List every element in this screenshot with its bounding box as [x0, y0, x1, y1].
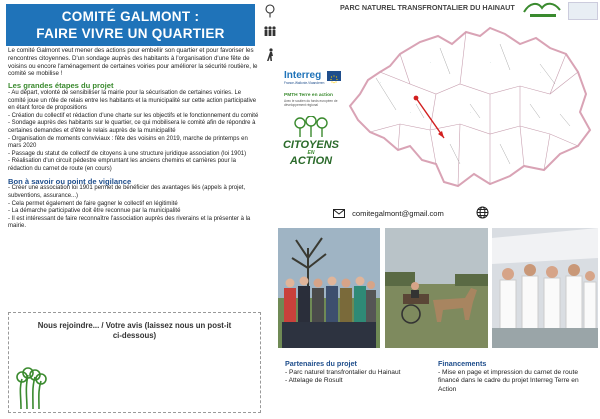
title-line-1: COMITÉ GALMONT :: [61, 9, 200, 24]
logo-action: ACTION: [289, 155, 333, 167]
map-title: PARC NATUREL TRANSFRONTALIER DU HAINAUT: [340, 3, 515, 12]
svg-text:·: ·: [470, 111, 472, 115]
tips-heading: Bon à savoir ou point de vigilance: [8, 176, 132, 186]
pmth-block: [284, 93, 344, 107]
pmth-title: PMTH Terre en action: [284, 93, 333, 98]
contact-row: [333, 206, 523, 221]
step-item: - Organisation de moments conviviaux : fête des voisins en 2019, marche de printemps en mars 2020: [8, 135, 248, 150]
steps-heading: Les grandes étapes du projet: [8, 81, 114, 91]
step-item: - Sondage auprès des habitants sur le quartier, ce qui mobilisera le comité afin de répondre à certaines demandes et d'être le relais auprès de la municipalité: [8, 120, 256, 134]
financing-item: - Mise en page et impression du carnet de route financé dans le cadre du projet Interreg Terre en Action: [438, 368, 579, 393]
tip-item: - La démarche participative doit être reconnue par la municipalité: [8, 208, 181, 215]
postit-area: [8, 312, 261, 413]
title-banner: [6, 4, 255, 46]
tree-icon: [263, 4, 277, 18]
tree-logo-icon: [15, 365, 47, 411]
trees-logo-icon: [292, 116, 330, 138]
svg-text:·: ·: [430, 61, 432, 65]
tip-item: - Créer une association loi 1901 permet de bénéficier des avantages liés (appels à projet, subventions, assurance...): [8, 185, 246, 199]
financing-heading: Financements: [438, 359, 487, 368]
photo-event: [492, 228, 598, 348]
postit-title: [9, 321, 260, 341]
step-item: - Réalisation d'un circuit pédestre empruntant les anciens chemins et carrières pour la rédaction du carnet de route (en cours): [8, 158, 236, 172]
pmth-sub: Avec le soutien du fonds européen de développement régional: [284, 99, 338, 107]
eu-flag-icon: [327, 71, 341, 81]
financing-section: [438, 360, 598, 394]
people-group-icon: [263, 24, 277, 38]
step-item: - Au départ, volonté de sensibiliser la mairie pour la sécurisation de certaines voiries. Le comité joue un rôle de relais entre les habitants et la municipalité sur cette action participative en étant force de propositions: [8, 89, 257, 112]
interreg-subtitle: France-Wallonie-Vlaanderen: [284, 81, 325, 85]
photo-horse: [385, 228, 488, 348]
tip-item: - Cela permet également de faire gagner le collectif en légitimité: [8, 200, 178, 207]
logo-en: EN: [307, 150, 315, 156]
svg-text:·: ·: [410, 111, 412, 115]
svg-text:·: ·: [490, 61, 492, 65]
step-item: - Passage du statut de collectif de citoyens à une structure juridique association (loi 1901): [8, 150, 247, 157]
partners-section: [285, 360, 425, 386]
email-icon: [333, 209, 345, 218]
step-item: - Création du collectif et rédaction d'une charte sur les objectifs et le fonctionnement du comité: [8, 112, 259, 119]
region-map: [340, 14, 596, 202]
postit-line-1: Nous rejoindre... / Votre avis (laissez nous un post-it: [37, 321, 232, 330]
globe-icon[interactable]: [476, 206, 489, 221]
interreg-brand: Interreg: [284, 70, 322, 81]
partner-item: - Attelage de Rosult: [285, 377, 343, 385]
logo-citoyens: CITOYENS: [282, 139, 340, 151]
email-link[interactable]: comitegalmont@gmail.com: [352, 209, 444, 218]
svg-text:·: ·: [540, 71, 542, 75]
intro-paragraph: Le comité Galmont veut mener des actions pour embellir son quartier et pour favoriser les rencontres citoyennes. D'un sondage auprès des habitants à l'organisation d'une fête de voisins ou encore l'aménagement de certaines voiries pour améliorer la sécurité routière, le comité se mobilise !: [8, 47, 258, 78]
tip-item: - Il est intéressant de faire reconnaître l'association auprès des riverains et la présenter à la mairie.: [8, 215, 251, 230]
title-line-2: FAIRE VIVRE UN QUARTIER: [36, 26, 225, 41]
steps-list: [8, 90, 260, 174]
citoyens-en-action-logo: [282, 116, 340, 176]
partners-heading: Partenaires du projet: [285, 359, 357, 368]
postit-line-2: ci-dessous): [112, 331, 157, 340]
walking-person-icon: [263, 48, 277, 62]
intro-column: [8, 47, 260, 231]
partner-item: - Parc naturel transfrontalier du Hainaut: [285, 368, 401, 376]
svg-text:·: ·: [380, 81, 382, 85]
tips-list: [8, 185, 260, 231]
photo-group: [278, 228, 380, 348]
